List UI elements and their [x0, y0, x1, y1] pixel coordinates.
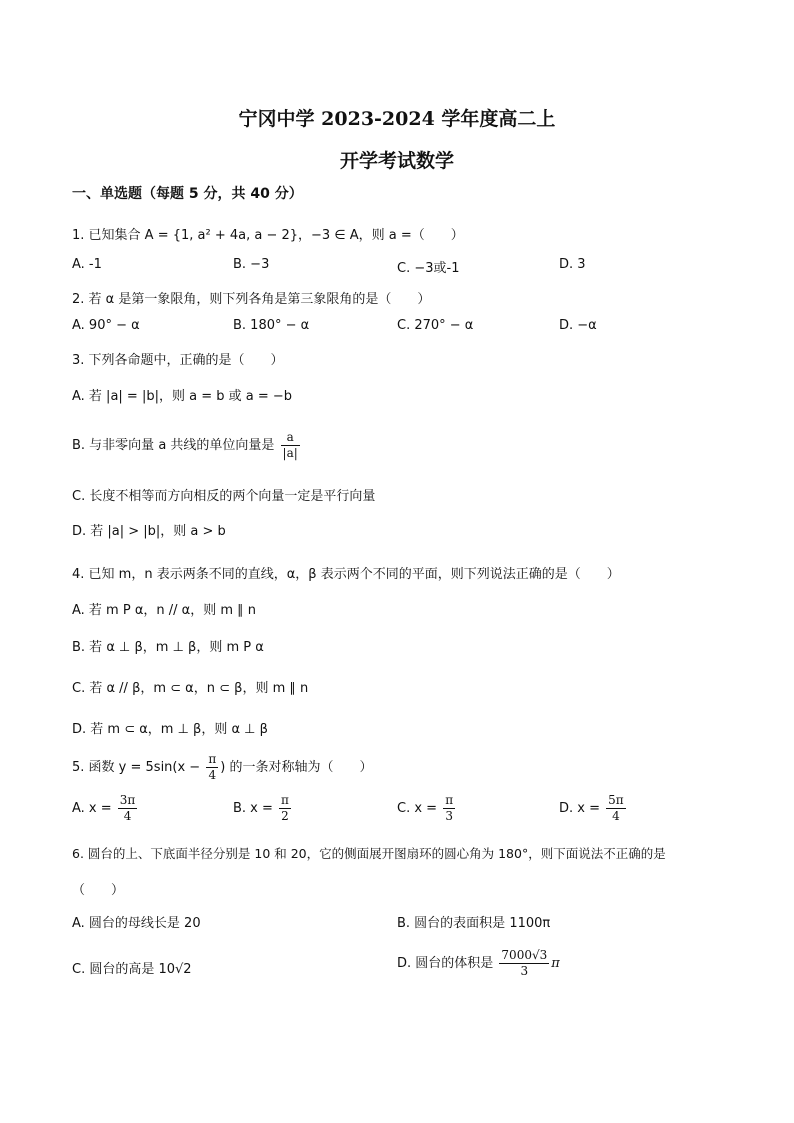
question-6-stem-continuation: （ ）: [72, 883, 125, 898]
question-3-option-b-text: B. 与非零向量 a 共线的单位向量是: [72, 438, 279, 453]
option-label: B. x =: [233, 801, 278, 816]
question-6-option-b: B. 圆台的表面积是 1100π: [397, 916, 551, 931]
pi-symbol: π: [551, 956, 560, 971]
question-6-option-d: [397, 948, 560, 979]
question-3-option-b: [72, 430, 302, 461]
fraction-denominator: |a|: [282, 446, 298, 460]
question-5-option-a: [72, 793, 139, 824]
option-label: D. x =: [559, 801, 605, 816]
question-5-option-d: [559, 793, 628, 824]
question-4-stem: 4. 已知 m，n 表示两条不同的直线，α，β 表示两个不同的平面，则下列说法正确的是（ ）: [72, 567, 620, 582]
question-3-option-c: C. 长度不相等而方向相反的两个向量一定是平行向量: [72, 489, 376, 504]
option-label: D. 圆台的体积是: [397, 956, 498, 971]
exam-title-line2: 开学考试数学: [339, 150, 454, 172]
question-3-option-a: A. 若 |a| = |b|，则 a = b 或 a = −b: [72, 389, 292, 404]
question-2-option-c: C. 270° − α: [397, 318, 474, 333]
fraction-denominator: 3: [520, 964, 529, 978]
question-4-option-a: A. 若 m P α，n // α，则 m ∥ n: [72, 603, 257, 618]
exam-title-line1: 宁冈中学 2023-2024 学年度高二上: [238, 108, 556, 130]
question-5-option-c: [397, 793, 457, 824]
fraction-numerator: 7000√3: [501, 948, 548, 962]
fraction-denominator: 4: [123, 809, 132, 823]
question-2-option-b: B. 180° − α: [233, 318, 310, 333]
fraction-numerator: 5π: [608, 793, 624, 807]
question-3-stem: 3. 下列各命题中，正确的是（ ）: [72, 353, 284, 368]
question-2-stem: 2. 若 α 是第一象限角，则下列各角是第三象限角的是（ ）: [72, 292, 431, 307]
option-label: A. x =: [72, 801, 116, 816]
option-label: C. x =: [397, 801, 442, 816]
question-5-stem: [72, 752, 372, 783]
question-5-option-b: [233, 793, 293, 824]
question-6-stem: 6. 圆台的上、下底面半径分别是 10 和 20，它的侧面展开图扇环的圆心角为 180°，则下面说法不正确的是: [72, 846, 666, 861]
question-5-stem-prefix: 5. 函数 y = 5sin(x −: [72, 760, 205, 775]
fraction-numerator: 3π: [119, 793, 136, 807]
question-1-stem: 1. 已知集合 A = {1, a² + 4a, a − 2}，−3 ∈ A，则 a =（ ）: [72, 228, 464, 243]
fraction-numerator: π: [445, 793, 454, 807]
option-fraction: [606, 793, 626, 824]
question-6-option-c: C. 圆台的高是 10√2: [72, 962, 192, 977]
question-6-option-a: A. 圆台的母线长是 20: [72, 916, 201, 931]
fraction-denominator: 2: [281, 809, 289, 823]
fraction-numerator: π: [281, 793, 289, 807]
option-fraction: [443, 793, 455, 824]
question-4-option-b: B. 若 α ⊥ β，m ⊥ β，则 m P α: [72, 640, 264, 655]
option-fraction: [279, 793, 291, 824]
question-2-option-d: D. −α: [559, 318, 597, 333]
question-4-option-c: C. 若 α // β，m ⊂ α，n ⊂ β，则 m ∥ n: [72, 681, 309, 696]
question-3-option-d: D. 若 |a| > |b|，则 a > b: [72, 524, 226, 539]
question-3-option-b-fraction: [281, 430, 300, 461]
option-fraction: [499, 948, 549, 979]
question-2-option-a: A. 90° − α: [72, 318, 140, 333]
fraction-denominator: 4: [612, 809, 620, 823]
fraction-denominator: 4: [208, 768, 217, 782]
fraction-numerator: π: [208, 752, 217, 766]
fraction-denominator: 3: [445, 809, 453, 823]
question-1-option-a: A. -1: [72, 257, 102, 272]
fraction-numerator: a: [281, 430, 300, 446]
question-4-option-d: D. 若 m ⊂ α，m ⊥ β，则 α ⊥ β: [72, 722, 268, 737]
question-5-stem-fraction: [206, 752, 218, 783]
question-1-option-c: C. −3或-1: [397, 261, 460, 276]
question-1-option-b: B. −3: [233, 257, 270, 272]
question-1-option-d: D. 3: [559, 257, 586, 272]
option-fraction: [118, 793, 138, 824]
question-5-stem-suffix: ) 的一条对称轴为（ ）: [220, 760, 373, 775]
section-heading: 一、单选题（每题 5 分，共 40 分）: [72, 186, 303, 202]
